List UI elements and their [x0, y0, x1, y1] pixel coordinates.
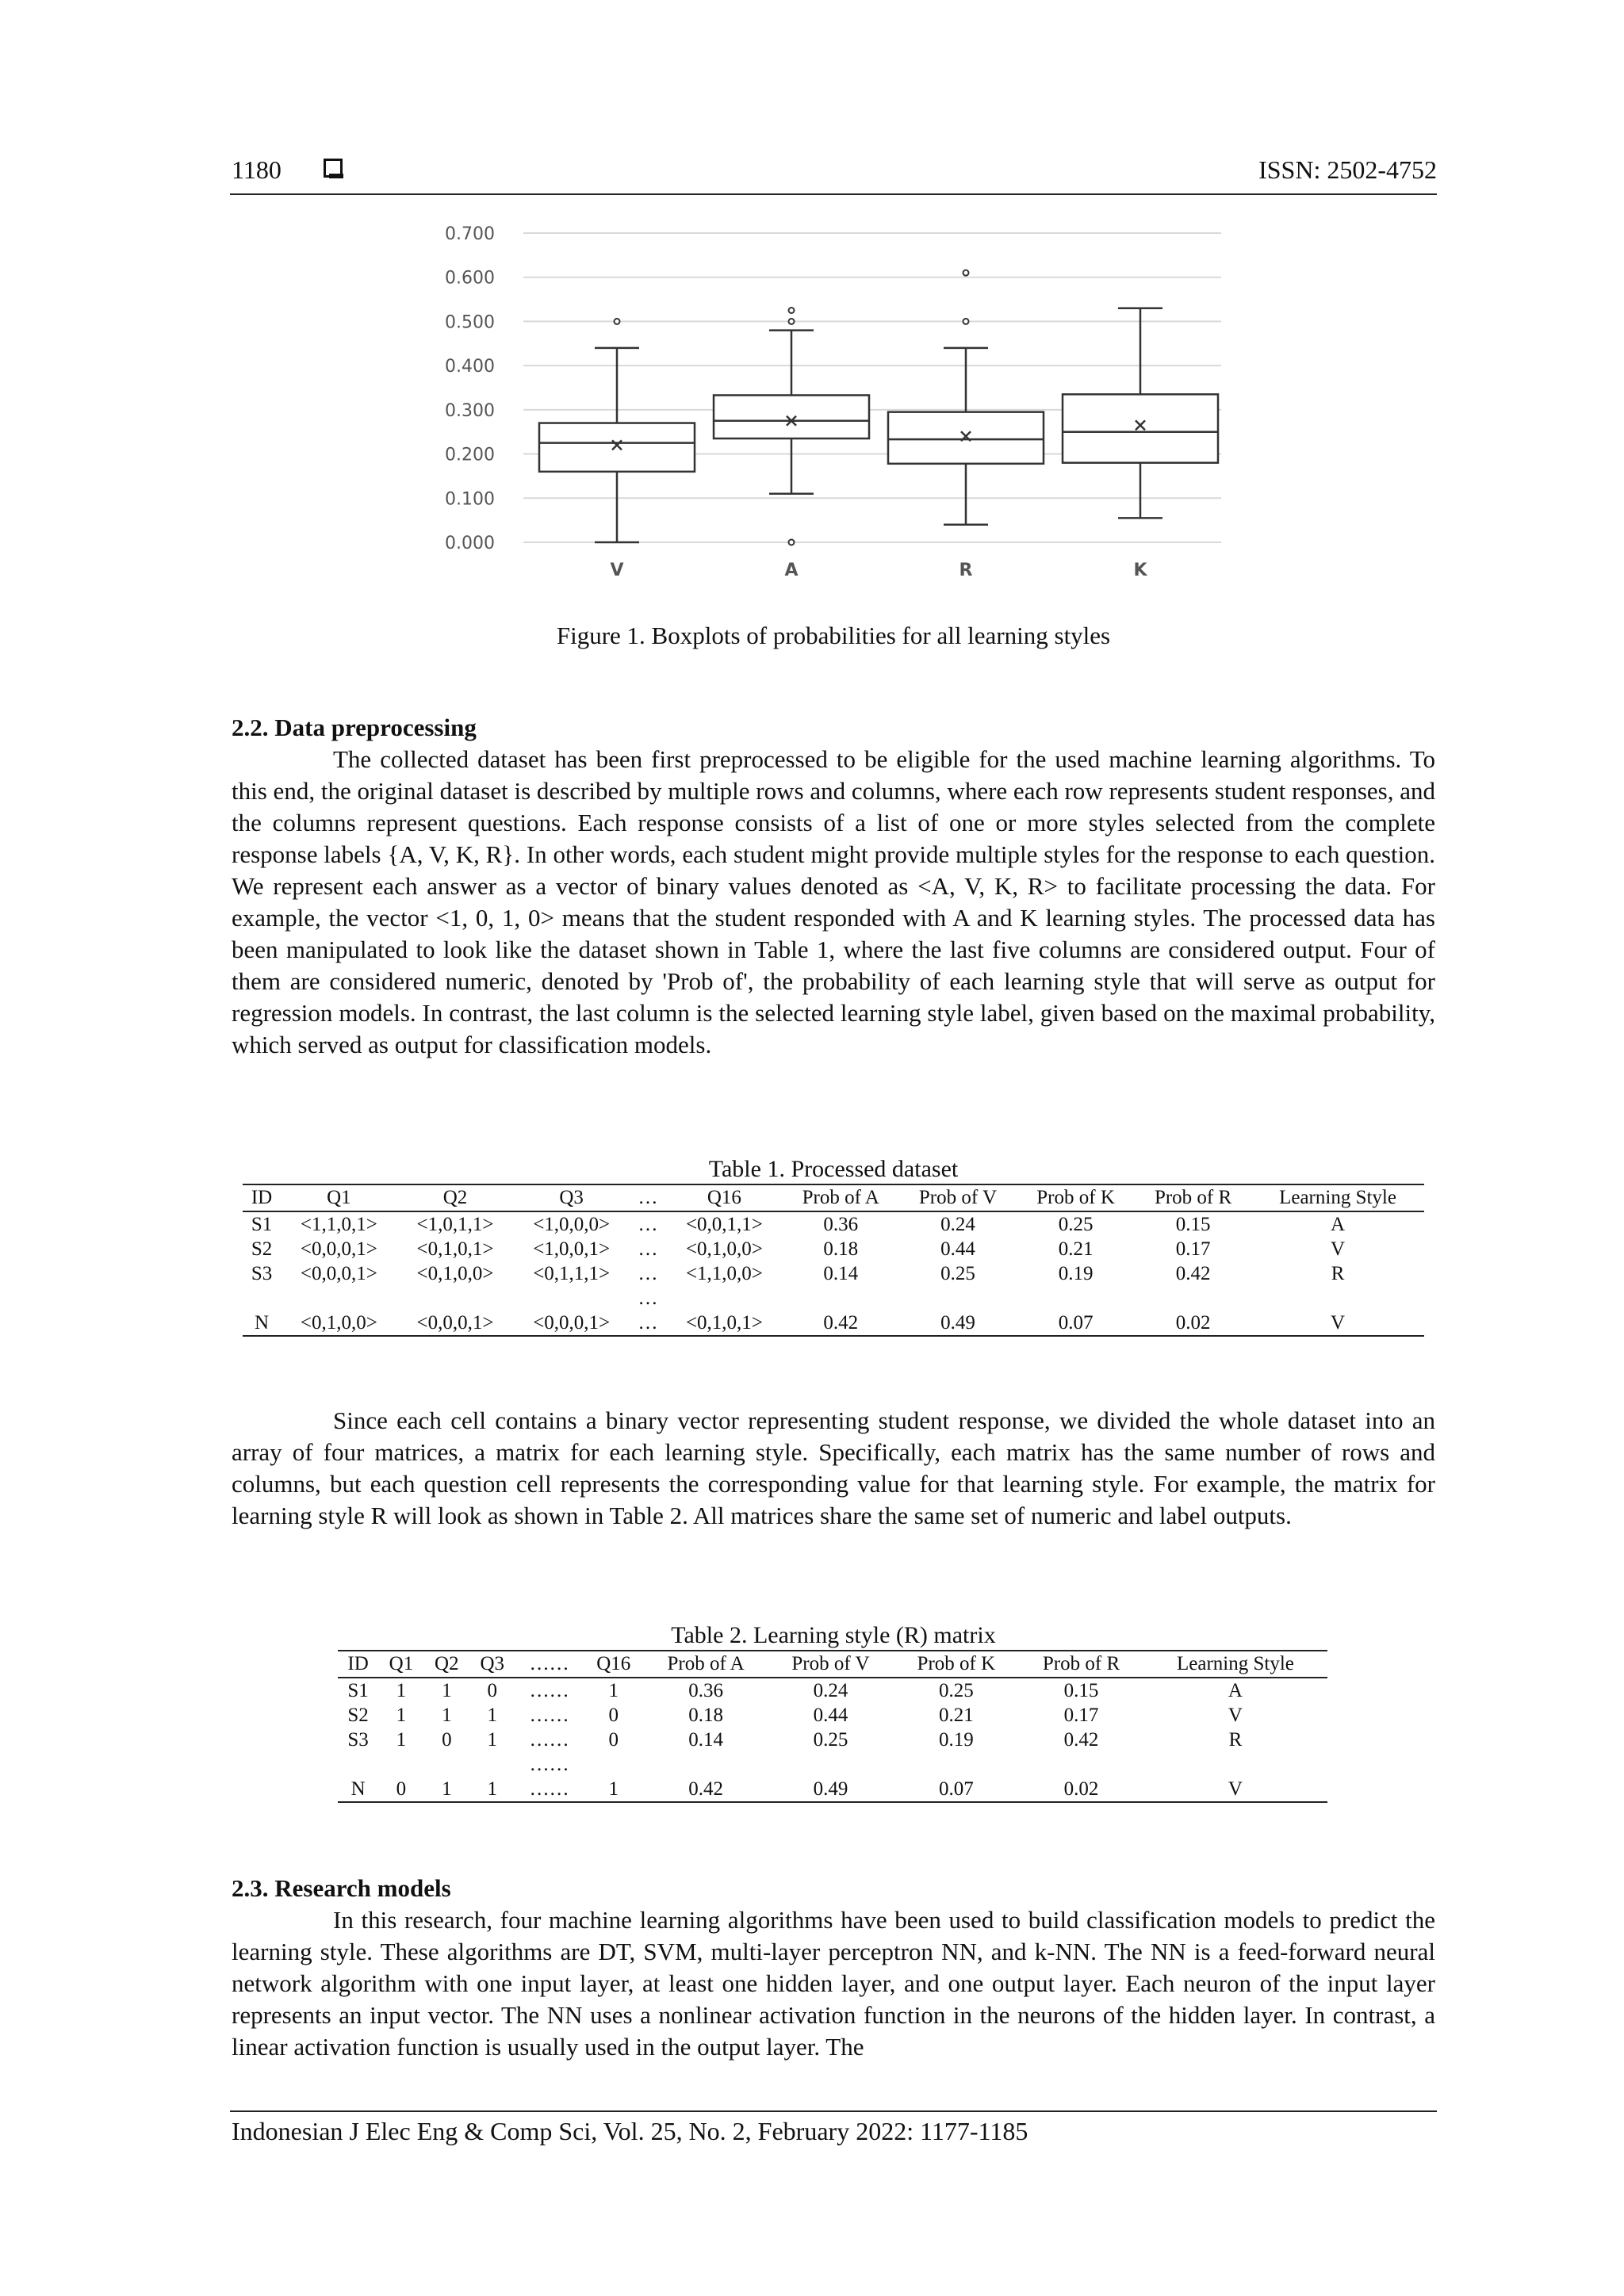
- table-row: [243, 1261, 1424, 1286]
- table2-caption: Table 2. Learning style (R) matrix: [671, 1622, 996, 1648]
- table-cell: S3: [251, 1262, 273, 1284]
- table-cell: <1,0,1,1>: [416, 1213, 494, 1235]
- paragraph-text: Since each cell contains a binary vector representing student response, we divided the whole dataset into an array of four matrices, a matrix for each learning style. Specifically, each matrix has the same number of rows and columns, but each question cell represents the corresponding value for that learning style. For example, the matrix for learning style R will look as shown in Table 2. All matrices share the same set of numeric and label outputs.: [232, 1406, 1435, 1529]
- table-cell: [281, 1286, 397, 1311]
- table-cell: …: [638, 1262, 658, 1284]
- column-header: Q3: [513, 1184, 630, 1211]
- table-cell: <0,1,0,0>: [685, 1238, 763, 1260]
- table-cell: V: [1228, 1704, 1243, 1726]
- y-tick-label: 0.000: [445, 534, 495, 553]
- column-header: Q1: [281, 1184, 397, 1211]
- column-header: Q2: [424, 1651, 469, 1678]
- table-cell: 0.49: [899, 1311, 1017, 1336]
- column-header: Learning Style: [1143, 1651, 1327, 1678]
- table-row: [243, 1286, 1424, 1311]
- column-header: Prob of A: [644, 1651, 768, 1678]
- table-cell: [1251, 1286, 1424, 1311]
- column-header: Prob of R: [1135, 1184, 1251, 1211]
- table-row: [338, 1728, 1327, 1752]
- table-cell: R: [1331, 1262, 1345, 1284]
- table-cell: 0.44: [940, 1238, 975, 1260]
- table-cell: [644, 1752, 768, 1777]
- outlier-point: [789, 319, 795, 324]
- table1: [243, 1184, 1424, 1337]
- table-cell: 0: [378, 1777, 423, 1802]
- table-cell: R: [1228, 1728, 1243, 1751]
- table-cell: [397, 1286, 514, 1311]
- column-header: Q3: [469, 1651, 515, 1678]
- y-tick-label: 0.300: [445, 400, 495, 421]
- table-row: [243, 1211, 1424, 1237]
- table-cell: 0.14: [823, 1262, 859, 1284]
- table-cell: [1135, 1286, 1251, 1311]
- table-cell: 0: [608, 1728, 619, 1751]
- table-cell: ……: [515, 1777, 583, 1802]
- table-cell: [378, 1752, 423, 1777]
- table-cell: 0: [608, 1704, 619, 1726]
- table-cell: 0.14: [688, 1728, 723, 1751]
- table-row: [338, 1752, 1327, 1777]
- table-cell: [469, 1752, 515, 1777]
- table-cell: …: [638, 1238, 658, 1260]
- table-cell: <0,0,0,1>: [397, 1311, 514, 1336]
- table-cell: ……: [529, 1753, 569, 1775]
- table-cell: [424, 1752, 469, 1777]
- footer-citation: Indonesian J Elec Eng & Comp Sci, Vol. 25, No. 2, February 2022: 1177-1185: [232, 2117, 1028, 2145]
- table-cell: 0.42: [1175, 1262, 1211, 1284]
- section-heading-research-models: 2.3. Research models: [232, 1874, 451, 1902]
- table-cell: [894, 1752, 1020, 1777]
- table-cell: 1: [487, 1728, 497, 1751]
- table-cell: <1,0,0,0>: [533, 1213, 611, 1235]
- table-cell: 0.25: [1058, 1213, 1094, 1235]
- table-cell: 0.15: [1063, 1679, 1099, 1701]
- table-cell: 0.25: [938, 1679, 974, 1701]
- outlier-point: [963, 319, 969, 324]
- paragraph-text: In this research, four machine learning algorithms have been used to build classification models to predict the learning style. These algorithms are DT, SVM, multi-layer perceptron NN, and k-NN. The NN is a feed-forward neural network algorithm with one input layer, at least one hidden layer, and one output layer. Each neuron of the input layer represents an input vector. The NN uses a nonlinear activation function in the neurons of the hidden layer. In contrast, a linear activation function is usually used in the output layer. The: [232, 1906, 1435, 2061]
- table-cell: <0,0,0,1>: [300, 1238, 377, 1260]
- table-cell: 1: [396, 1679, 407, 1701]
- table-cell: 0.25: [813, 1728, 848, 1751]
- box-V: [539, 423, 695, 472]
- table-cell: [338, 1752, 378, 1777]
- table-row: [338, 1703, 1327, 1728]
- table-cell: 0.19: [938, 1728, 974, 1751]
- table-cell: N: [338, 1777, 378, 1802]
- table-cell: S1: [251, 1213, 273, 1235]
- table-cell: 0.17: [1175, 1238, 1211, 1260]
- table1-caption: Table 1. Processed dataset: [708, 1156, 959, 1182]
- column-header: Prob of V: [899, 1184, 1017, 1211]
- section-paragraph-data-preprocessing: [232, 744, 1435, 1061]
- section-paragraph-research-models: [232, 1904, 1435, 2063]
- column-header: Learning Style: [1251, 1184, 1424, 1211]
- table-cell: …: [630, 1311, 666, 1336]
- table-cell: 0.36: [688, 1679, 723, 1701]
- table-cell: 1: [442, 1679, 452, 1701]
- x-category-label: V: [610, 561, 624, 580]
- column-header: …: [630, 1184, 666, 1211]
- column-header: Prob of A: [783, 1184, 899, 1211]
- table-cell: S1: [347, 1679, 369, 1701]
- table-cell: <1,1,0,1>: [300, 1213, 377, 1235]
- table-cell: V: [1331, 1238, 1346, 1260]
- outlier-point: [963, 270, 969, 276]
- table-cell: 0.44: [813, 1704, 848, 1726]
- table-cell: <0,1,0,1>: [666, 1311, 783, 1336]
- table-cell: 0.21: [938, 1704, 974, 1726]
- table-cell: [666, 1286, 783, 1311]
- x-category-label: A: [784, 561, 799, 580]
- x-category-label: R: [959, 561, 973, 580]
- square-bullet-icon: [324, 159, 343, 178]
- table-row: [338, 1678, 1327, 1703]
- table-cell: S2: [251, 1238, 273, 1260]
- table-cell: [768, 1752, 893, 1777]
- table-cell: …: [638, 1213, 658, 1235]
- table-cell: 0.42: [644, 1777, 768, 1802]
- table-cell: …: [638, 1287, 658, 1309]
- y-tick-label: 0.400: [445, 357, 495, 377]
- table-cell: [584, 1752, 644, 1777]
- table-cell: 0.07: [894, 1777, 1020, 1802]
- y-tick-label: 0.500: [445, 312, 495, 333]
- table-row: [243, 1237, 1424, 1261]
- table-cell: <0,0,1,1>: [685, 1213, 763, 1235]
- table-cell: ……: [529, 1728, 569, 1751]
- table-cell: 1: [584, 1777, 644, 1802]
- y-tick-label: 0.700: [445, 224, 495, 244]
- y-tick-label: 0.200: [445, 445, 495, 465]
- table-cell: 1: [424, 1777, 469, 1802]
- outlier-point: [789, 540, 795, 545]
- column-header: Prob of K: [894, 1651, 1020, 1678]
- table-cell: 0.49: [768, 1777, 893, 1802]
- section-heading-data-preprocessing: 2.2. Data preprocessing: [232, 714, 477, 741]
- outlier-point: [615, 319, 620, 324]
- y-tick-label: 0.100: [445, 489, 495, 510]
- table-cell: <1,0,0,1>: [533, 1238, 611, 1260]
- table-cell: V: [1251, 1311, 1424, 1336]
- figure-caption: Figure 1. Boxplots of probabilities for all learning styles: [556, 622, 1111, 649]
- table-cell: 0.19: [1058, 1262, 1094, 1284]
- table-cell: <0,0,0,1>: [300, 1262, 377, 1284]
- table2: [338, 1650, 1327, 1803]
- table-cell: 0: [442, 1728, 452, 1751]
- table-cell: 0.15: [1175, 1213, 1211, 1235]
- paragraph-text: The collected dataset has been first preprocessed to be eligible for the used machine learning algorithms. To this end, the original dataset is described by multiple rows and columns, where each row represents student responses, and the columns represent questions. Each response consists of a list of one or more styles selected from the complete response labels {A, V, K, R}. In other words, each student might provide multiple styles for the response to each question. We represent each answer as a vector of binary values denoted as <A, V, K, R> to facilitate processing the data. For example, the vector <1, 0, 1, 0> means that the student responded with A and K learning styles. The processed data has been manipulated to look like the dataset shown in Table 1, where the last five columns are considered output. Four of them are considered numeric, denoted by 'Prob of', the probability of each learning style that will serve as output for regression models. In contrast, the last column is the selected learning style label, given based on the maximal probability, which served as output for classification models.: [232, 745, 1435, 1058]
- box-R: [888, 412, 1044, 464]
- table-cell: A: [1228, 1679, 1243, 1701]
- table-cell: <1,1,0,0>: [685, 1262, 763, 1284]
- table-cell: 0.02: [1135, 1311, 1251, 1336]
- table-cell: V: [1143, 1777, 1327, 1802]
- matrix-paragraph: [232, 1405, 1435, 1532]
- table-cell: 0.07: [1017, 1311, 1135, 1336]
- table-cell: [513, 1286, 630, 1311]
- table-cell: [243, 1286, 281, 1311]
- table-cell: [783, 1286, 899, 1311]
- table-cell: 1: [396, 1704, 407, 1726]
- table-cell: 1: [442, 1704, 452, 1726]
- column-header: ……: [515, 1651, 583, 1678]
- table-row: [338, 1777, 1327, 1802]
- table-cell: 0.18: [823, 1238, 859, 1260]
- table-cell: 0.17: [1063, 1704, 1099, 1726]
- table-cell: 0.42: [783, 1311, 899, 1336]
- table-cell: <0,1,0,0>: [281, 1311, 397, 1336]
- box-A: [714, 395, 869, 438]
- table-cell: S2: [347, 1704, 369, 1726]
- column-header: Q16: [666, 1184, 783, 1211]
- table-cell: 0.25: [940, 1262, 975, 1284]
- table-cell: <0,1,0,1>: [416, 1238, 494, 1260]
- table-cell: 1: [469, 1777, 515, 1802]
- outlier-point: [789, 308, 795, 313]
- column-header: ID: [243, 1184, 281, 1211]
- table-cell: <0,1,0,0>: [416, 1262, 494, 1284]
- table-cell: ……: [529, 1704, 569, 1726]
- table-cell: 0: [487, 1679, 497, 1701]
- column-header: Prob of V: [768, 1651, 893, 1678]
- table-cell: [899, 1286, 1017, 1311]
- header-rule: [230, 193, 1437, 195]
- table-cell: 0.42: [1063, 1728, 1099, 1751]
- table-cell: 0.24: [940, 1213, 975, 1235]
- table-cell: N: [243, 1311, 281, 1336]
- table-cell: 0.36: [823, 1213, 859, 1235]
- issn-label: ISSN: 2502-4752: [1258, 155, 1437, 184]
- table-row: [243, 1311, 1424, 1336]
- table-cell: 0.21: [1058, 1238, 1094, 1260]
- table-cell: ……: [529, 1679, 569, 1701]
- table-cell: [1143, 1752, 1327, 1777]
- column-header: Prob of K: [1017, 1184, 1135, 1211]
- boxplot-chart: [428, 216, 1237, 588]
- page-number: 1180: [232, 155, 282, 184]
- table-cell: 0.18: [688, 1704, 723, 1726]
- box-K: [1063, 394, 1218, 462]
- table-cell: 1: [608, 1679, 619, 1701]
- table-cell: 0.24: [813, 1679, 848, 1701]
- footer-rule: [230, 2110, 1437, 2112]
- table-cell: 1: [396, 1728, 407, 1751]
- table-cell: 1: [487, 1704, 497, 1726]
- table-cell: <0,1,1,1>: [533, 1262, 611, 1284]
- column-header: ID: [338, 1651, 378, 1678]
- column-header: Q16: [584, 1651, 644, 1678]
- table-cell: 0.02: [1019, 1777, 1143, 1802]
- table-cell: [1019, 1752, 1143, 1777]
- table-cell: A: [1331, 1213, 1346, 1235]
- table-cell: [1017, 1286, 1135, 1311]
- column-header: Prob of R: [1019, 1651, 1143, 1678]
- table-cell: S3: [347, 1728, 369, 1751]
- column-header: Q1: [378, 1651, 423, 1678]
- x-category-label: K: [1133, 561, 1147, 580]
- y-tick-label: 0.600: [445, 268, 495, 289]
- column-header: Q2: [397, 1184, 514, 1211]
- table-cell: <0,0,0,1>: [513, 1311, 630, 1336]
